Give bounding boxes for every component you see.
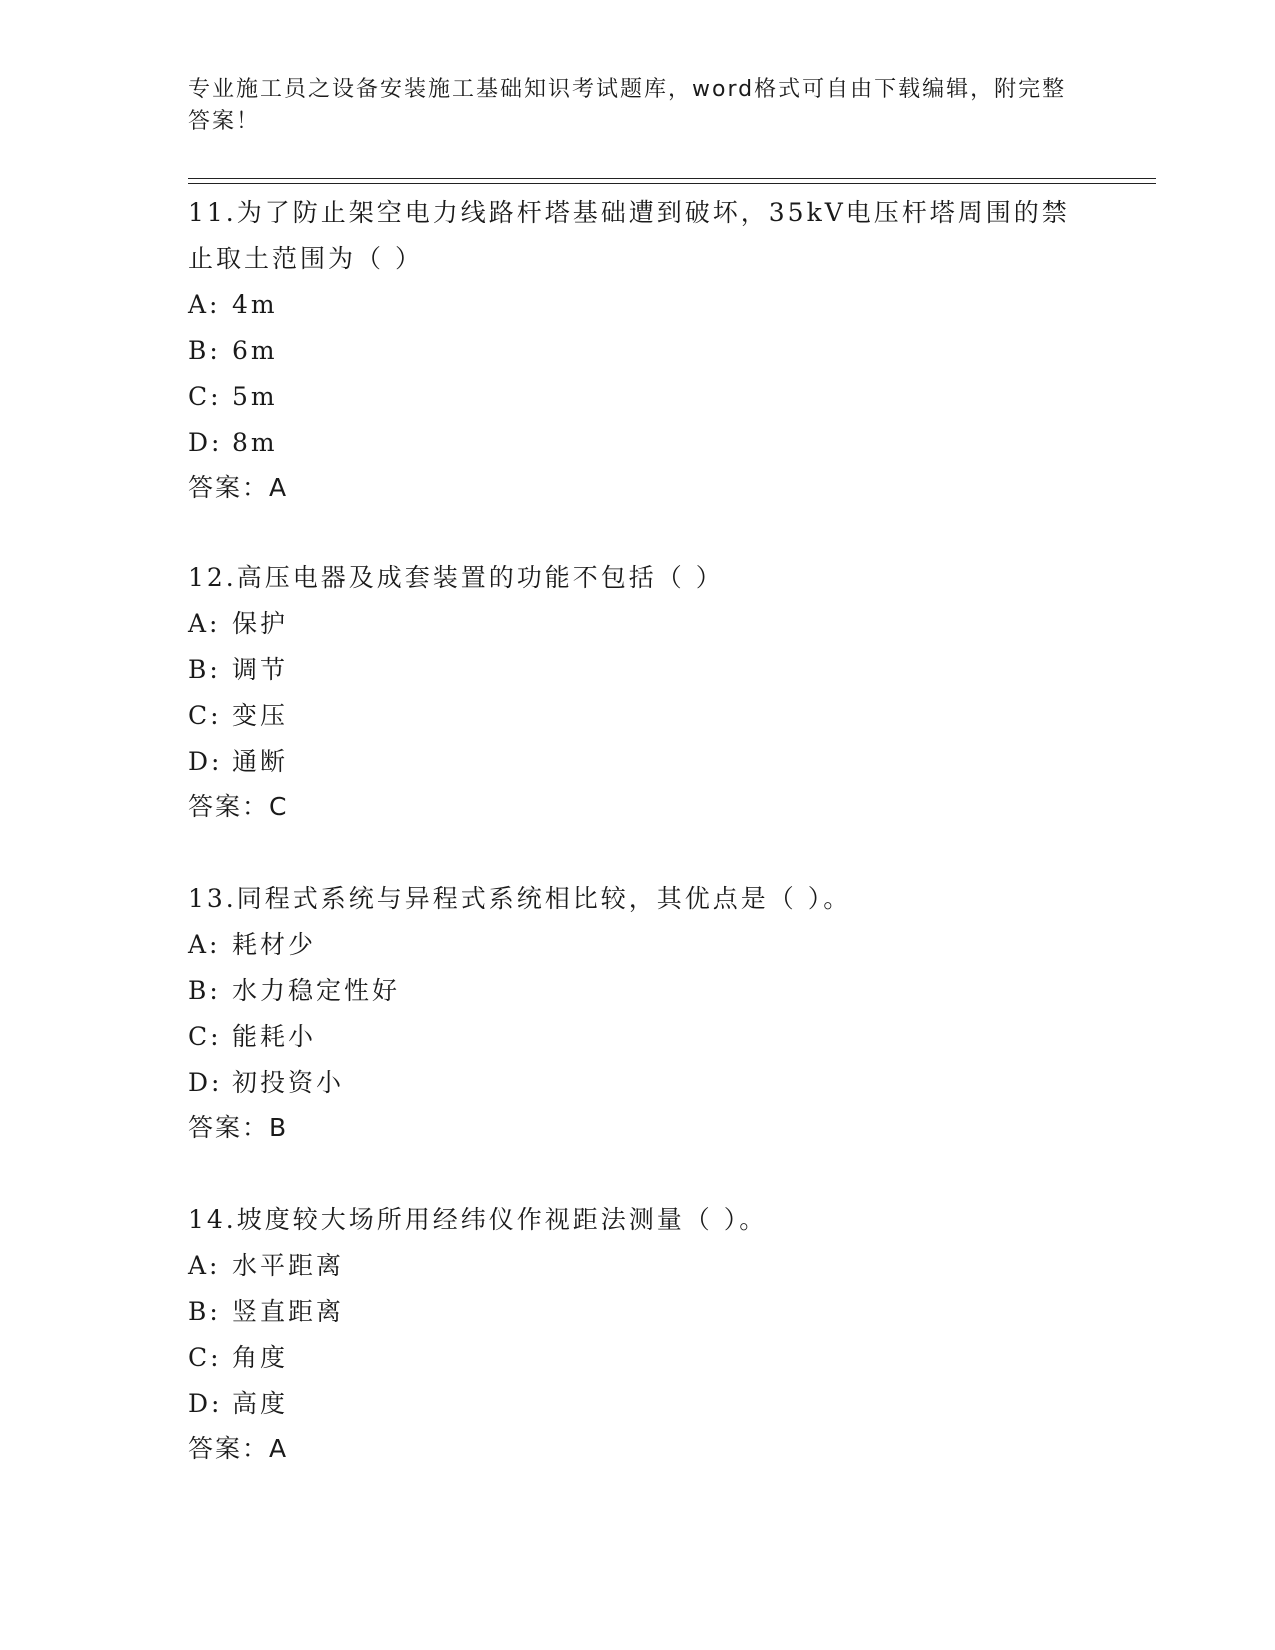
answer-line: 答案：A bbox=[188, 473, 289, 502]
option-letter: B: bbox=[188, 336, 221, 365]
option-c bbox=[188, 693, 1088, 739]
option-letter: D: bbox=[188, 1068, 223, 1097]
option-letter: C: bbox=[188, 1022, 222, 1051]
question-text: 11.为了防止架空电力线路杆塔基础遭到破坏，35kV电压杆塔周围的禁止取土范围为（ ） bbox=[188, 198, 1070, 273]
option-text: 高度 bbox=[232, 1389, 289, 1418]
option-text: 8m bbox=[232, 428, 278, 457]
option-b bbox=[188, 1289, 1088, 1335]
option-letter: B: bbox=[188, 1297, 221, 1326]
option-text: 竖直距离 bbox=[232, 1297, 345, 1326]
option-b bbox=[188, 968, 1088, 1014]
option-text: 通断 bbox=[232, 747, 289, 776]
answer-line: 答案：A bbox=[188, 1434, 289, 1463]
question-text: 12.高压电器及成套装置的功能不包括（ ） bbox=[188, 563, 724, 592]
option-d bbox=[188, 1381, 1088, 1427]
option-letter: B: bbox=[188, 976, 221, 1005]
option-a bbox=[188, 922, 1088, 968]
option-text: 水力稳定性好 bbox=[232, 976, 401, 1005]
option-letter: A: bbox=[188, 290, 221, 319]
answer-line: 答案：B bbox=[188, 1113, 289, 1142]
option-text: 调节 bbox=[232, 655, 289, 684]
option-text: 耗材少 bbox=[232, 930, 317, 959]
question-text: 13.同程式系统与异程式系统相比较，其优点是（ ）。 bbox=[188, 884, 852, 913]
option-text: 角度 bbox=[232, 1343, 289, 1372]
option-text: 5m bbox=[232, 382, 278, 411]
option-letter: A: bbox=[188, 930, 221, 959]
question-14 bbox=[188, 1197, 1088, 1471]
option-text: 6m bbox=[232, 336, 278, 365]
option-b bbox=[188, 328, 1088, 374]
header-divider-top bbox=[188, 178, 1156, 179]
option-letter: A: bbox=[188, 609, 221, 638]
option-text: 变压 bbox=[232, 701, 289, 730]
option-a bbox=[188, 1243, 1088, 1289]
option-text: 保护 bbox=[232, 609, 289, 638]
option-letter: D: bbox=[188, 747, 223, 776]
option-a bbox=[188, 282, 1088, 328]
option-c bbox=[188, 374, 1088, 420]
option-letter: D: bbox=[188, 428, 223, 457]
option-c bbox=[188, 1014, 1088, 1060]
question-text: 14.坡度较大场所用经纬仪作视距法测量（ ）。 bbox=[188, 1205, 768, 1234]
option-letter: C: bbox=[188, 1343, 222, 1372]
option-b bbox=[188, 647, 1088, 693]
option-text: 能耗小 bbox=[232, 1022, 317, 1051]
option-text: 4m bbox=[232, 290, 278, 319]
option-text: 水平距离 bbox=[232, 1251, 345, 1280]
answer-line: 答案：C bbox=[188, 792, 289, 821]
option-letter: C: bbox=[188, 701, 222, 730]
option-letter: B: bbox=[188, 655, 221, 684]
option-c bbox=[188, 1335, 1088, 1381]
option-d bbox=[188, 420, 1088, 466]
option-letter: D: bbox=[188, 1389, 223, 1418]
option-d bbox=[188, 739, 1088, 785]
question-12 bbox=[188, 555, 1088, 829]
option-letter: A: bbox=[188, 1251, 221, 1280]
header-divider-bottom bbox=[188, 183, 1156, 184]
question-11 bbox=[188, 190, 1088, 510]
document-header: 专业施工员之设备安装施工基础知识考试题库，word格式可自由下载编辑，附完整答案！ bbox=[188, 77, 1067, 134]
option-d bbox=[188, 1060, 1088, 1106]
question-13 bbox=[188, 876, 1088, 1150]
option-letter: C: bbox=[188, 382, 222, 411]
option-a bbox=[188, 601, 1088, 647]
option-text: 初投资小 bbox=[232, 1068, 345, 1097]
